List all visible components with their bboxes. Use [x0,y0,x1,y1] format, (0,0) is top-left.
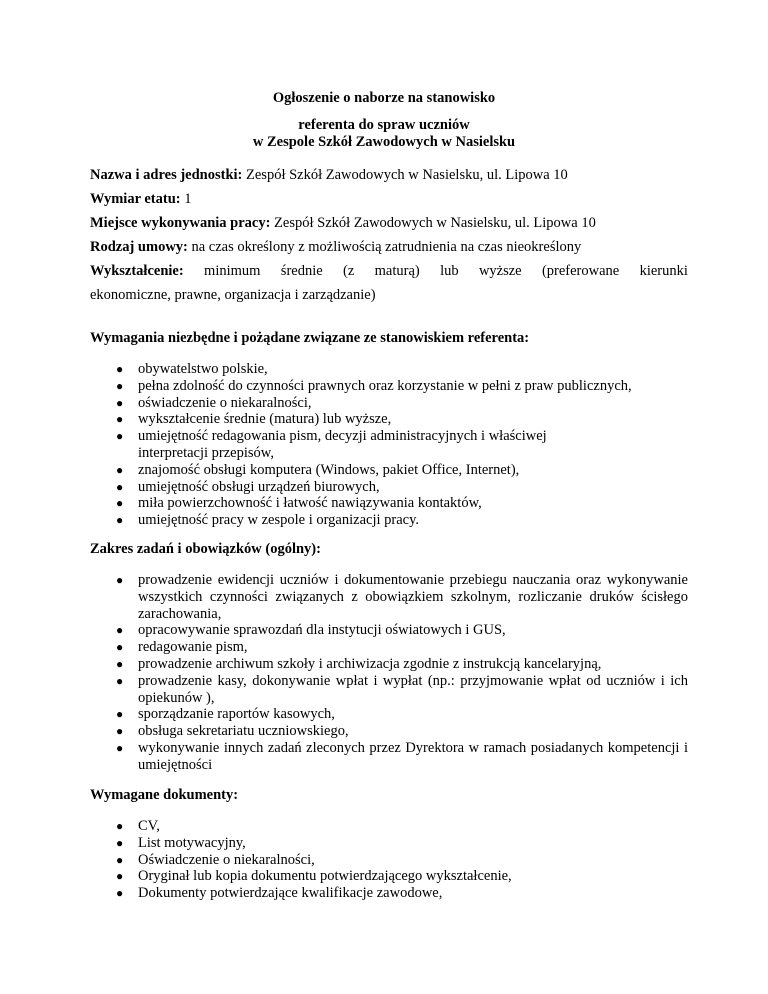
bullet-icon: ● [116,886,124,901]
bullet-icon: ● [116,623,124,638]
list-item: ● wykształcenie średnie (matura) lub wyższe, [116,411,392,428]
education-word: kierunki [639,263,688,279]
education-field [90,262,688,280]
contract-value: na czas określony z możliwością zatrudnienia na czas nieokreślony [187,239,582,255]
list-item: ● List motywacyjny, [116,834,246,851]
list-item: ● Oświadczenie o niekaralności, [116,851,315,868]
list-item: ● Dokumenty potwierdzające kwalifikacje zawodowe, [116,885,443,902]
bullet-icon: ● [116,835,124,850]
list-item: ● pełna zdolność do czynności prawnych oraz korzystanie w pełni z praw publicznych, [116,377,632,394]
bullet-icon: ● [116,362,124,376]
bullet-icon: ● [116,707,124,722]
workload-label: Wymiar etatu: [90,191,181,207]
list-item: ● miła powierzchowność i łatwość nawiązywania kontaktów, [116,495,482,512]
bullet-icon: ● [116,462,124,477]
list-item: ● znajomość obsługi komputera (Windows, pakiet Office, Internet), [116,461,520,478]
education-word: (preferowane [541,263,620,279]
list-item: ● obsługa sekretariatu uczniowskiego, [116,723,349,740]
list-item: ● CV, [116,818,160,834]
workload-field [90,190,688,208]
education-word: minimum [204,263,261,279]
workload-value: 1 [180,191,192,207]
bullet-icon: ● [116,412,124,427]
list-item: ● oświadczenie o niekaralności, [116,394,312,411]
education-word: wyższe [478,263,522,279]
bullet-icon: ● [116,496,124,511]
bullet-icon: ● [116,640,124,655]
unit-name-label: Nazwa i adres jednostki: [90,167,243,183]
list-item: ● opracowywanie sprawozdań dla instytucji oświatowych i GUS, [116,622,506,639]
workplace-label: Miejsce wykonywania pracy: [90,215,271,231]
page-title: Ogłoszenie o naborze na stanowisko [272,90,496,106]
duties-list [90,572,688,774]
bullet-icon: ● [116,852,124,867]
institution-title: w Zespole Szkół Zawodowych w Nasielsku [252,134,516,150]
contract-label: Rodzaj umowy: [90,239,188,255]
list-item: ● prowadzenie archiwum szkoły i archiwizacja zgodnie z instrukcją kancelaryjną, [116,655,602,672]
list-item: ● Oryginał lub kopia dokumentu potwierdzającego wykształcenie, [116,868,512,885]
bullet-icon: ● [116,395,124,410]
list-item: ● prowadzenie kasy, dokonywanie wpłat i wypłat (np.: przyjmowanie wpłat od uczniów i ich opiekunów ), [116,672,688,706]
list-item: ● umiejętność redagowania pism, decyzji administracyjnych i właściwej interpretacji przepisów, [116,428,547,461]
unit-name-value: Zespół Szkół Zawodowych w Nasielsku, ul. Lipowa 10 [242,167,568,183]
list-item: ● prowadzenie ewidencji uczniów i dokumentowanie przebiegu nauczania oraz wykonywanie wszystkich czynności związanych z obowiązkiem szkolnym, rozliczanie druków ścisłego zarachowania, [116,572,688,622]
bullet-icon: ● [116,573,124,587]
list-item: ● sporządzanie raportów kasowych, [116,706,335,723]
contract-field [90,238,688,256]
unit-name-field [90,166,688,184]
list-item: ● umiejętność pracy w zespole i organizacji pracy. [116,512,420,529]
bullet-icon: ● [116,724,124,739]
documents-list [90,818,688,902]
bullet-icon: ● [116,740,124,755]
list-item: ● obywatelstwo polskie, [116,361,268,377]
bullet-icon: ● [116,513,124,528]
education-word: lub [440,263,459,279]
education-word: maturą) [374,263,420,279]
list-item: ● umiejętność obsługi urządzeń biurowych, [116,478,380,495]
bullet-icon: ● [116,479,124,494]
bullet-icon: ● [116,429,124,444]
education-word: średnie [280,263,323,279]
bullet-icon: ● [116,869,124,884]
workplace-value: Zespół Szkół Zawodowych w Nasielsku, ul. Lipowa 10 [270,215,596,231]
education-word: (z [343,263,355,279]
bullet-icon: ● [116,656,124,671]
documents-heading: Wymagane dokumenty: [90,787,239,803]
bullet-icon: ● [116,819,124,833]
education-continuation: ekonomiczne, prawne, organizacja i zarządzanie) [90,287,376,303]
position-title: referenta do spraw uczniów [298,117,470,133]
education-label: Wykształcenie: [90,263,184,279]
requirements-list [90,361,688,529]
bullet-icon: ● [116,673,124,688]
list-item: ● wykonywanie innych zadań zleconych przez Dyrektora w ramach posiadanych kompetencji i umiejętności [116,739,688,773]
list-item: ● redagowanie pism, [116,639,248,656]
workplace-field [90,214,688,232]
duties-heading: Zakres zadań i obowiązków (ogólny): [90,541,321,557]
bullet-icon: ● [116,378,124,393]
requirements-heading: Wymagania niezbędne i pożądane związane ze stanowiskiem referenta: [90,330,530,346]
